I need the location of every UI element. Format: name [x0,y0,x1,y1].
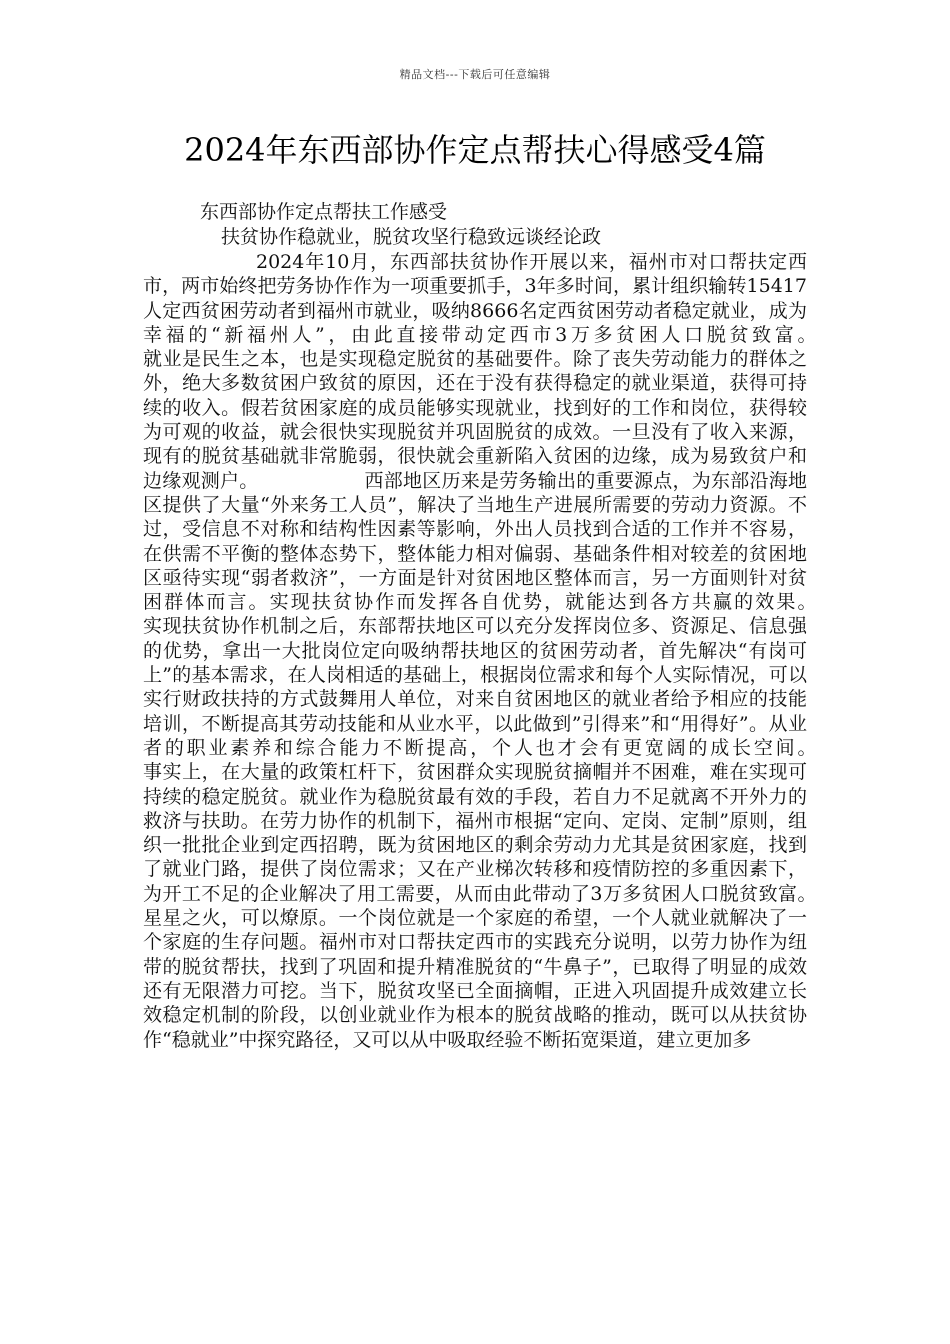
article-body: 2024年10月，东西部扶贫协作开展以来，福州市对口帮扶定西市，两市始终把劳务协作作为一项重要抓手，3年多时间，累计组织输转15417人定西贫困劳动者到福州市就业，吸纳8666名定西贫困劳动者稳定就业，成为幸福的“新福州人”，由此直接带动定西市3万多贫困人口脱贫致富。 就业是民生之本，也是实现稳定脱贫的基础要件。除了丧失劳动能力的群体之外，绝大多数贫困户致贫的原因，还在于没有获得稳定的就业渠道，获得可持续的收入。假若贫困家庭的成员能够实现就业，找到好的工作和岗位，获得较为可观的收益，就会很快实现脱贫并巩固脱贫的成效。一旦没有了收入来源，现有的脱贫基础就非常脆弱，很快就会重新陷入贫困的边缘，成为易致贫户和边缘观测户。 西部地区历来是劳务输出的重要源点，为东部沿海地区提供了大量“外来务工人员”，解决了当地生产进展所需要的劳动力资源。不过，受信息不对称和结构性因素等影响，外出人员找到合适的工作并不容易，在供需不平衡的整体态势下，整体能力相对偏弱、基础条件相对较差的贫困地区亟待实现“弱者救济”，一方面是针对贫困地区整体而言，另一方面则针对贫困群体而言。实现扶贫协作而发挥各自优势，就能达到各方共赢的效果。 实现扶贫协作机制之后，东部帮扶地区可以充分发挥岗位多、资源足、信息强的优势，拿出一大批岗位定向吸纳帮扶地区的贫困劳动者，首先解决“有岗可上”的基本需求，在人岗相适的基础上，根据岗位需求和每个人实际情况，可以实行财政扶持的方式鼓舞用人单位，对来自贫困地区的就业者给予相应的技能培训，不断提高其劳动技能和从业水平，以此做到”引得来”和“用得好”。从业者的职业素养和综合能力不断提高，个人也才会有更宽阔的成长空间。 事实上，在大量的政策杠杆下，贫困群众实现脱贫摘帽并不困难，难在实现可持续的稳定脱贫。就业作为稳脱贫最有效的手段，若自力不足就离不开外力的救济与扶助。在劳力协作的机制下，福州市根据“定向、定岗、定制”原则，组织一批批企业到定西招聘，既为贫困地区的剩余劳动力尤其是贫困家庭，找到了就业门路，提供了岗位需求；又在产业梯次转移和疫情防控的多重因素下，为开工不足的企业解决了用工需要，从而由此带动了3万多贫困人口脱贫致富。 星星之火，可以燎原。一个岗位就是一个家庭的希望，一个人就业就解决了一个家庭的生存问题。福州市对口帮扶定西市的实践充分说明，以劳力协作为纽带的脱贫帮扶，找到了巩固和提升精准脱贫的“牛鼻子”，已取得了明显的成效还有无限潜力可挖。当下，脱贫攻坚已全面摘帽，正进入巩固提升成效建立长效稳定机制的阶段，以创业就业作为根本的脱贫战略的推动，既可以从扶贫协作“稳就业”中探究路径，又可以从中吸取经验不断拓宽渠道，建立更加多 [143,251,922,1051]
page-header-note: 精品文档---下载后可任意编辑 [399,68,551,81]
article-heading: 扶贫协作稳就业，脱贫攻坚行稳致远谈经论政 [221,226,602,248]
document-title: 2024年东西部协作定点帮扶心得感受4篇 [184,131,766,169]
document-subtitle: 东西部协作定点帮扶工作感受 [200,201,448,223]
